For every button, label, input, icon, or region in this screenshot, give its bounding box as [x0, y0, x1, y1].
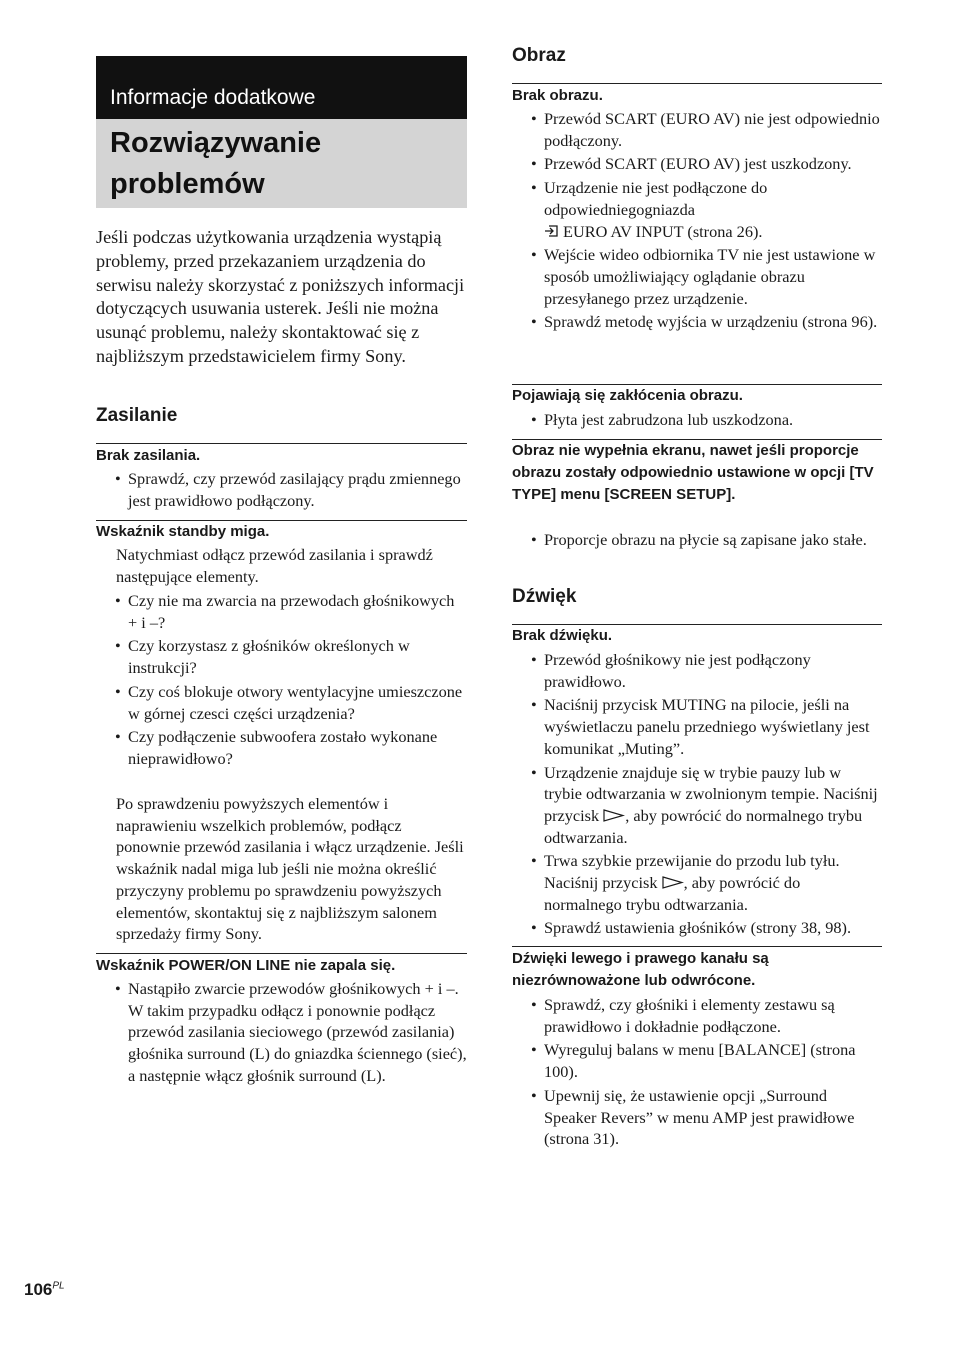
- intro-paragraph: Jeśli podczas użytkowania urządzenia wystąpią problemy, przed przekazaniem urządzenia do serwisu należy skorzystać z poniższych informacji dotyczących usuwania usterek. Jeśli nie można usunąć problemu, należy skontaktować się z najbliższym przedstawicielem firmy Sony.: [96, 227, 465, 366]
- list-item: • Sprawdź, czy głośniki i elementy zestawu są prawidłowo i dokładnie podłączone.: [528, 994, 882, 1037]
- list-item: • Płyta jest zabrudzona lub uszkodzona.: [528, 409, 882, 431]
- zaklocenia-title: Pojawiają się zakłócenia obrazu.: [512, 387, 743, 404]
- brak-zasilania-list: [112, 468, 467, 513]
- power-title: Wskaźnik POWER/ON LINE nie zapala się.: [96, 957, 396, 974]
- list-item: [528, 850, 882, 915]
- obraz-heading: Obraz: [512, 45, 566, 66]
- play-icon: [603, 809, 625, 822]
- list-item-text: , aby powrócić do normalnego trybu odtwarzania.: [544, 873, 801, 914]
- page-number-value: 106: [24, 1280, 53, 1299]
- list-item-text: , aby powrócić do normalnego trybu odtwarzania.: [544, 805, 863, 847]
- standby-after: Po sprawdzeniu powyższych elementów i naprawieniu wszelkich problemów, podłącz ponownie przewód zasilania i włącz urządzenie. Jeśli wskaźnik nadal miga lub jeśli nie można określić przyczyny problemu po sprawdzeniu powyższych elementów, skontaktuj się z najbliższym salonem sprzedaży firmy Sony.: [116, 794, 464, 944]
- page-title-line2: problemów: [110, 168, 265, 200]
- list-item: • Czy korzystasz z głośników określonych w instrukcji?: [112, 635, 467, 678]
- balans-list: [528, 994, 882, 1152]
- brak-dzwieku-title: Brak dźwięku.: [512, 627, 613, 644]
- section-label: Informacje dodatkowe: [110, 86, 316, 109]
- list-item: • Proporcje obrazu na płycie są zapisane jako stałe.: [528, 529, 882, 551]
- list-item: • Sprawdź metodę wyjścia w urządzeniu (strona 96).: [528, 311, 882, 333]
- page-title: [96, 119, 467, 208]
- ekran-title: Obraz nie wypełnia ekranu, nawet jeśli proporcje obrazu zostały odpowiednio ustawione w opcji [TV TYPE] menu [SCREEN SETUP].: [512, 442, 874, 503]
- brak-obrazu-list: [528, 108, 882, 335]
- zaklocenia-list: [528, 409, 882, 433]
- divider: [96, 443, 467, 444]
- list-item: [528, 177, 882, 242]
- list-item: • Czy podłączenie subwoofera zostało wykonane nieprawidłowo?: [112, 726, 467, 769]
- brak-dzwieku-list: [528, 649, 882, 941]
- power-list: [112, 978, 467, 1089]
- divider: [512, 83, 882, 84]
- list-item: • Upewnij się, że ustawienie opcji „Surround Speaker Revers” w menu AMP jest prawidłowe (strona 31).: [528, 1085, 882, 1150]
- list-item-text: Trwa szybkie przewijanie do przodu lub tyłu. Naciśnij przycisk: [544, 851, 840, 893]
- divider: [96, 953, 467, 954]
- list-item: • Sprawdź, czy przewód zasilający prądu zmiennego jest prawidłowo podłączony.: [112, 468, 467, 511]
- ekran-list: [528, 529, 882, 553]
- list-item: • Nastąpiło zwarcie przewodów głośnikowych + i –. W takim przypadku odłącz i ponownie podłącz przewód zasilania sieciowego (przewód zasilania) głośnika surround (L) do gniazdka ściennego (sieć), a następnie włącz głośnik surround (L).: [112, 978, 467, 1087]
- list-item-text: Urządzenie nie jest podłączone do odpowiedniegogniazda: [544, 178, 768, 219]
- brak-zasilania-title: Brak zasilania.: [96, 447, 201, 464]
- page-title-line1: Rozwiązywanie: [110, 127, 322, 159]
- list-item: • Czy nie ma zwarcia na przewodach głośnikowych + i –?: [112, 590, 467, 633]
- list-item: [528, 762, 882, 849]
- dzwiek-heading: Dźwięk: [512, 586, 577, 607]
- list-item-text: Urządzenie znajduje się w trybie pauzy lub w trybie odtwarzania w zwolnionym tempie. Naciśnij przycisk: [544, 762, 878, 825]
- input-icon: [544, 224, 560, 238]
- standby-list: [112, 590, 467, 772]
- play-icon: [662, 876, 684, 889]
- section-band: [96, 56, 467, 119]
- page-language: PL: [52, 1280, 65, 1292]
- zasilanie-heading: Zasilanie: [96, 405, 178, 426]
- divider: [512, 946, 882, 947]
- brak-obrazu-title: Brak obrazu.: [512, 87, 603, 104]
- list-item: • Naciśnij przycisk MUTING na pilocie, jeśli na wyświetlaczu panelu przedniego wyświetlany jest komunikat „Muting”.: [528, 694, 882, 759]
- list-item: • Czy coś blokuje otwory wentylacyjne umieszczone w górnej czesci części urządzenia?: [112, 681, 467, 724]
- standby-title: Wskaźnik standby miga.: [96, 523, 270, 540]
- list-item-text: EURO AV INPUT (strona 26).: [563, 221, 763, 241]
- list-item: • Wejście wideo odbiornika TV nie jest ustawione w sposób umożliwiający oglądanie obrazu przesyłanego przez urządzenie.: [528, 244, 882, 309]
- list-item: • Przewód głośnikowy nie jest podłączony prawidłowo.: [528, 649, 882, 692]
- list-item: • Przewód SCART (EURO AV) jest uszkodzony.: [528, 153, 882, 175]
- standby-intro: Natychmiast odłącz przewód zasilania i sprawdź następujące elementy.: [116, 545, 433, 586]
- balans-title: Dźwięki lewego i prawego kanału są niezrównoważone lub odwrócone.: [512, 950, 769, 989]
- list-item: • Wyreguluj balans w menu [BALANCE] (strona 100).: [528, 1039, 882, 1082]
- list-item: • Przewód SCART (EURO AV) nie jest odpowiednio podłączony.: [528, 108, 882, 151]
- list-item: • Sprawdź ustawienia głośników (strony 38, 98).: [528, 917, 882, 939]
- page-number: [24, 1280, 65, 1300]
